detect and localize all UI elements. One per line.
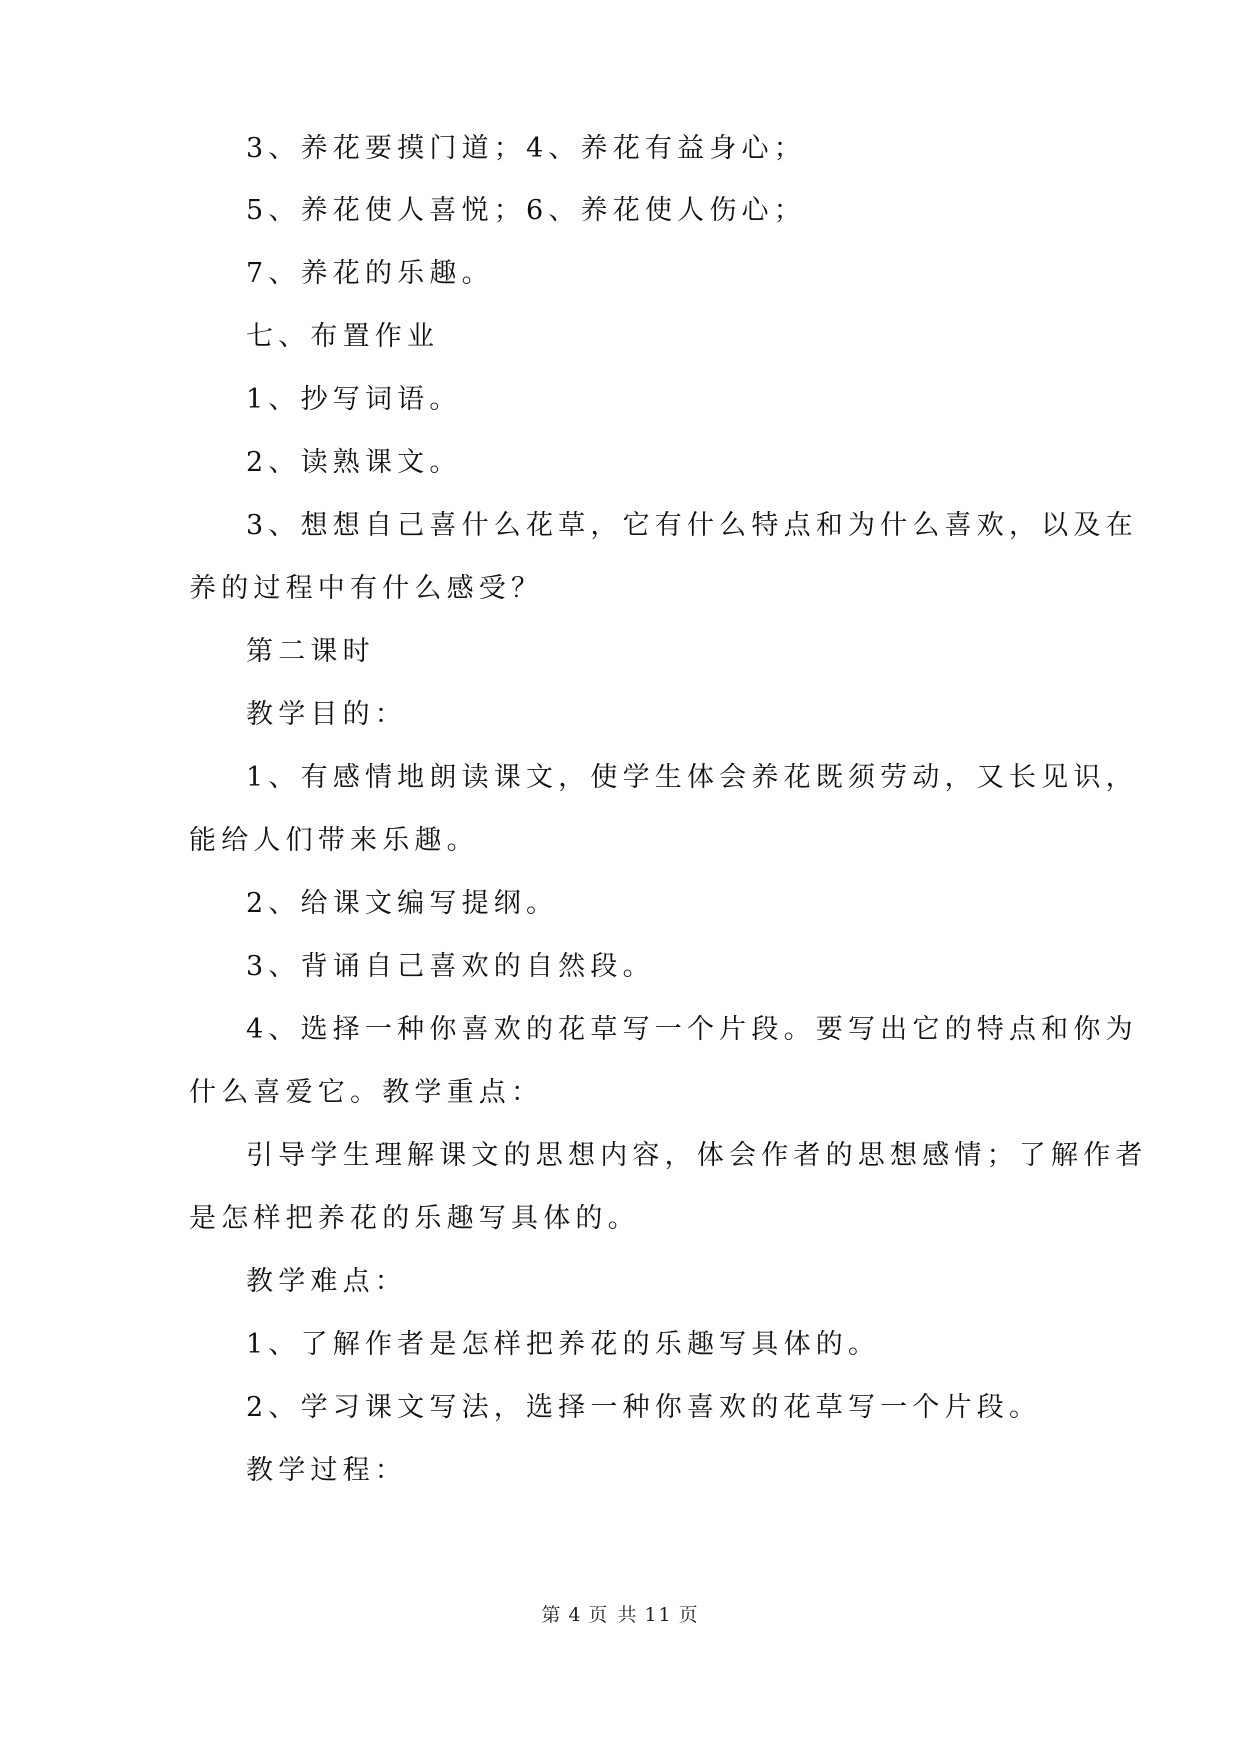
text-line: 2、学习课文写法，选择一种你喜欢的花草写一个片段。 — [246, 1392, 1042, 1423]
text-line: 1、有感情地朗读课文，使学生体会养花既须劳动，又长见识， — [246, 762, 1138, 793]
text-line: 3、养花要摸门道；4、养花有益身心； — [246, 133, 806, 164]
text-line: 引导学生理解课文的思想内容，体会作者的思想感情；了解作者 — [246, 1140, 1148, 1171]
text-line: 1、抄写词语。 — [246, 384, 462, 415]
text-line: 是怎样把养花的乐趣写具体的。 — [189, 1203, 640, 1234]
text-line: 3、想想自己喜什么花草，它有什么特点和为什么喜欢，以及在 — [246, 510, 1138, 541]
text-line: 5、养花使人喜悦；6、养花使人伤心； — [246, 195, 806, 226]
text-line: 4、选择一种你喜欢的花草写一个片段。要写出它的特点和你为 — [246, 1014, 1138, 1045]
page-footer — [0, 1600, 1241, 1627]
section-heading: 教学过程： — [246, 1455, 407, 1486]
section-heading: 教学难点： — [246, 1266, 407, 1297]
text-line: 什么喜爱它。教学重点： — [189, 1077, 544, 1108]
section-heading: 教学目的： — [246, 699, 407, 730]
footer-prefix: 第 — [541, 1604, 563, 1626]
footer-current-page: 4 — [568, 1604, 583, 1626]
text-line: 7、养花的乐趣。 — [246, 258, 494, 289]
text-line: 能给人们带来乐趣。 — [189, 825, 479, 856]
text-line: 3、背诵自己喜欢的自然段。 — [246, 951, 655, 982]
text-line: 养的过程中有什么感受？ — [189, 573, 544, 604]
section-heading: 七、布置作业 — [246, 321, 440, 352]
text-line: 2、读熟课文。 — [246, 447, 462, 478]
footer-total-pages: 11 — [644, 1604, 673, 1626]
footer-middle: 页 共 — [588, 1604, 639, 1626]
section-heading: 第二课时 — [246, 636, 375, 667]
footer-suffix: 页 — [678, 1604, 700, 1626]
text-line: 2、给课文编写提纲。 — [246, 888, 559, 919]
text-line: 1、了解作者是怎样把养花的乐趣写具体的。 — [246, 1329, 881, 1360]
